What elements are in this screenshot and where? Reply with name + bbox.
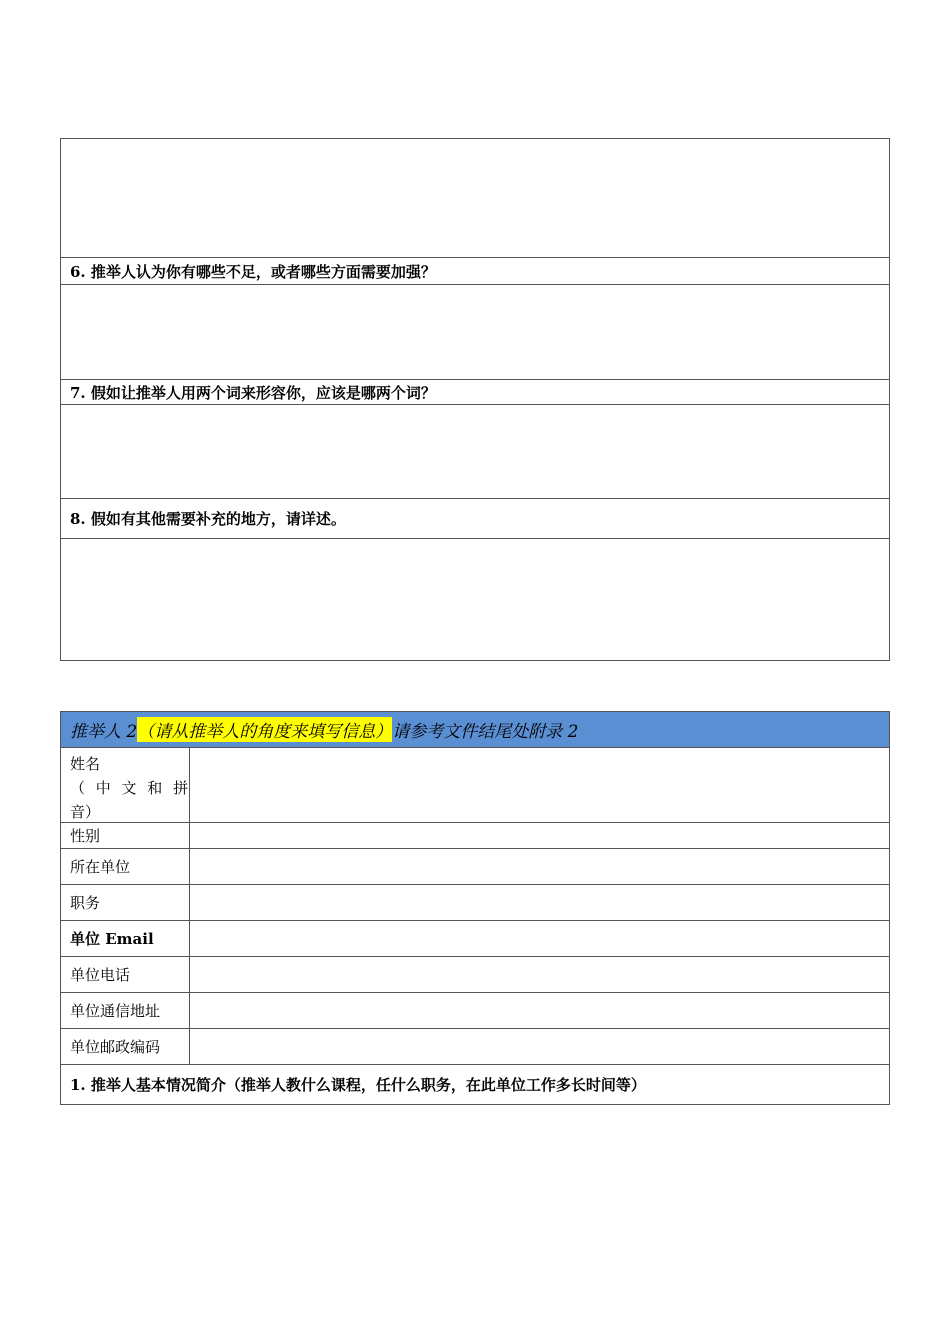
address-row (60, 993, 890, 1029)
header-suffix: 请参考文件结尾处附录 2 (392, 722, 579, 742)
postcode-label: 单位邮政编码 (61, 1029, 190, 1064)
postcode-row (60, 1029, 890, 1065)
name-row (60, 748, 890, 823)
employer-field[interactable] (190, 849, 889, 884)
address-field[interactable] (190, 993, 889, 1028)
email-field[interactable] (190, 921, 889, 956)
answer-5-box[interactable] (60, 138, 890, 258)
recommender-intro-question (60, 1065, 890, 1105)
phone-label: 单位电话 (61, 957, 190, 992)
answer-7-box[interactable] (60, 405, 890, 499)
recommender-intro-text: 1. 推举人基本情况简介（推举人教什么课程，任什么职务，在此单位工作多长时间等） (70, 1076, 646, 1094)
question-8 (60, 499, 890, 539)
recommender-2-header (60, 711, 890, 748)
recommender-questions-table (60, 138, 890, 661)
header-prefix: 推举人 2 (70, 722, 138, 742)
gender-row (60, 823, 890, 849)
employer-label: 所在单位 (61, 849, 190, 884)
answer-6-box[interactable] (60, 285, 890, 380)
question-7-text: 7. 假如让推举人用两个词来形容你，应该是哪两个词？ (70, 383, 436, 402)
question-7 (60, 380, 890, 405)
position-row (60, 885, 890, 921)
name-field[interactable] (190, 748, 889, 822)
employer-row (60, 849, 890, 885)
question-6 (60, 258, 890, 285)
address-label: 单位通信地址 (61, 993, 190, 1028)
gender-label: 性别 (61, 823, 190, 848)
recommender-2-table (60, 711, 890, 1105)
name-label-line2: （ 中 文 和 拼 (70, 779, 189, 797)
question-6-text: 6. 推举人认为你有哪些不足，或者哪些方面需要加强？ (70, 262, 436, 281)
question-8-text: 8. 假如有其他需要补充的地方，请详述。 (70, 510, 346, 528)
answer-8-box[interactable] (60, 539, 890, 661)
position-field[interactable] (190, 885, 889, 920)
name-label-line1: 姓名 (70, 755, 101, 773)
name-label-line3: 音） (70, 803, 101, 821)
position-label: 职务 (61, 885, 190, 920)
name-label (61, 748, 190, 822)
phone-row (60, 957, 890, 993)
header-highlight: （请从推举人的角度来填写信息） (137, 717, 392, 742)
email-label: 单位 Email (61, 921, 190, 956)
postcode-field[interactable] (190, 1029, 889, 1064)
email-row (60, 921, 890, 957)
phone-field[interactable] (190, 957, 889, 992)
gender-field[interactable] (190, 823, 889, 848)
